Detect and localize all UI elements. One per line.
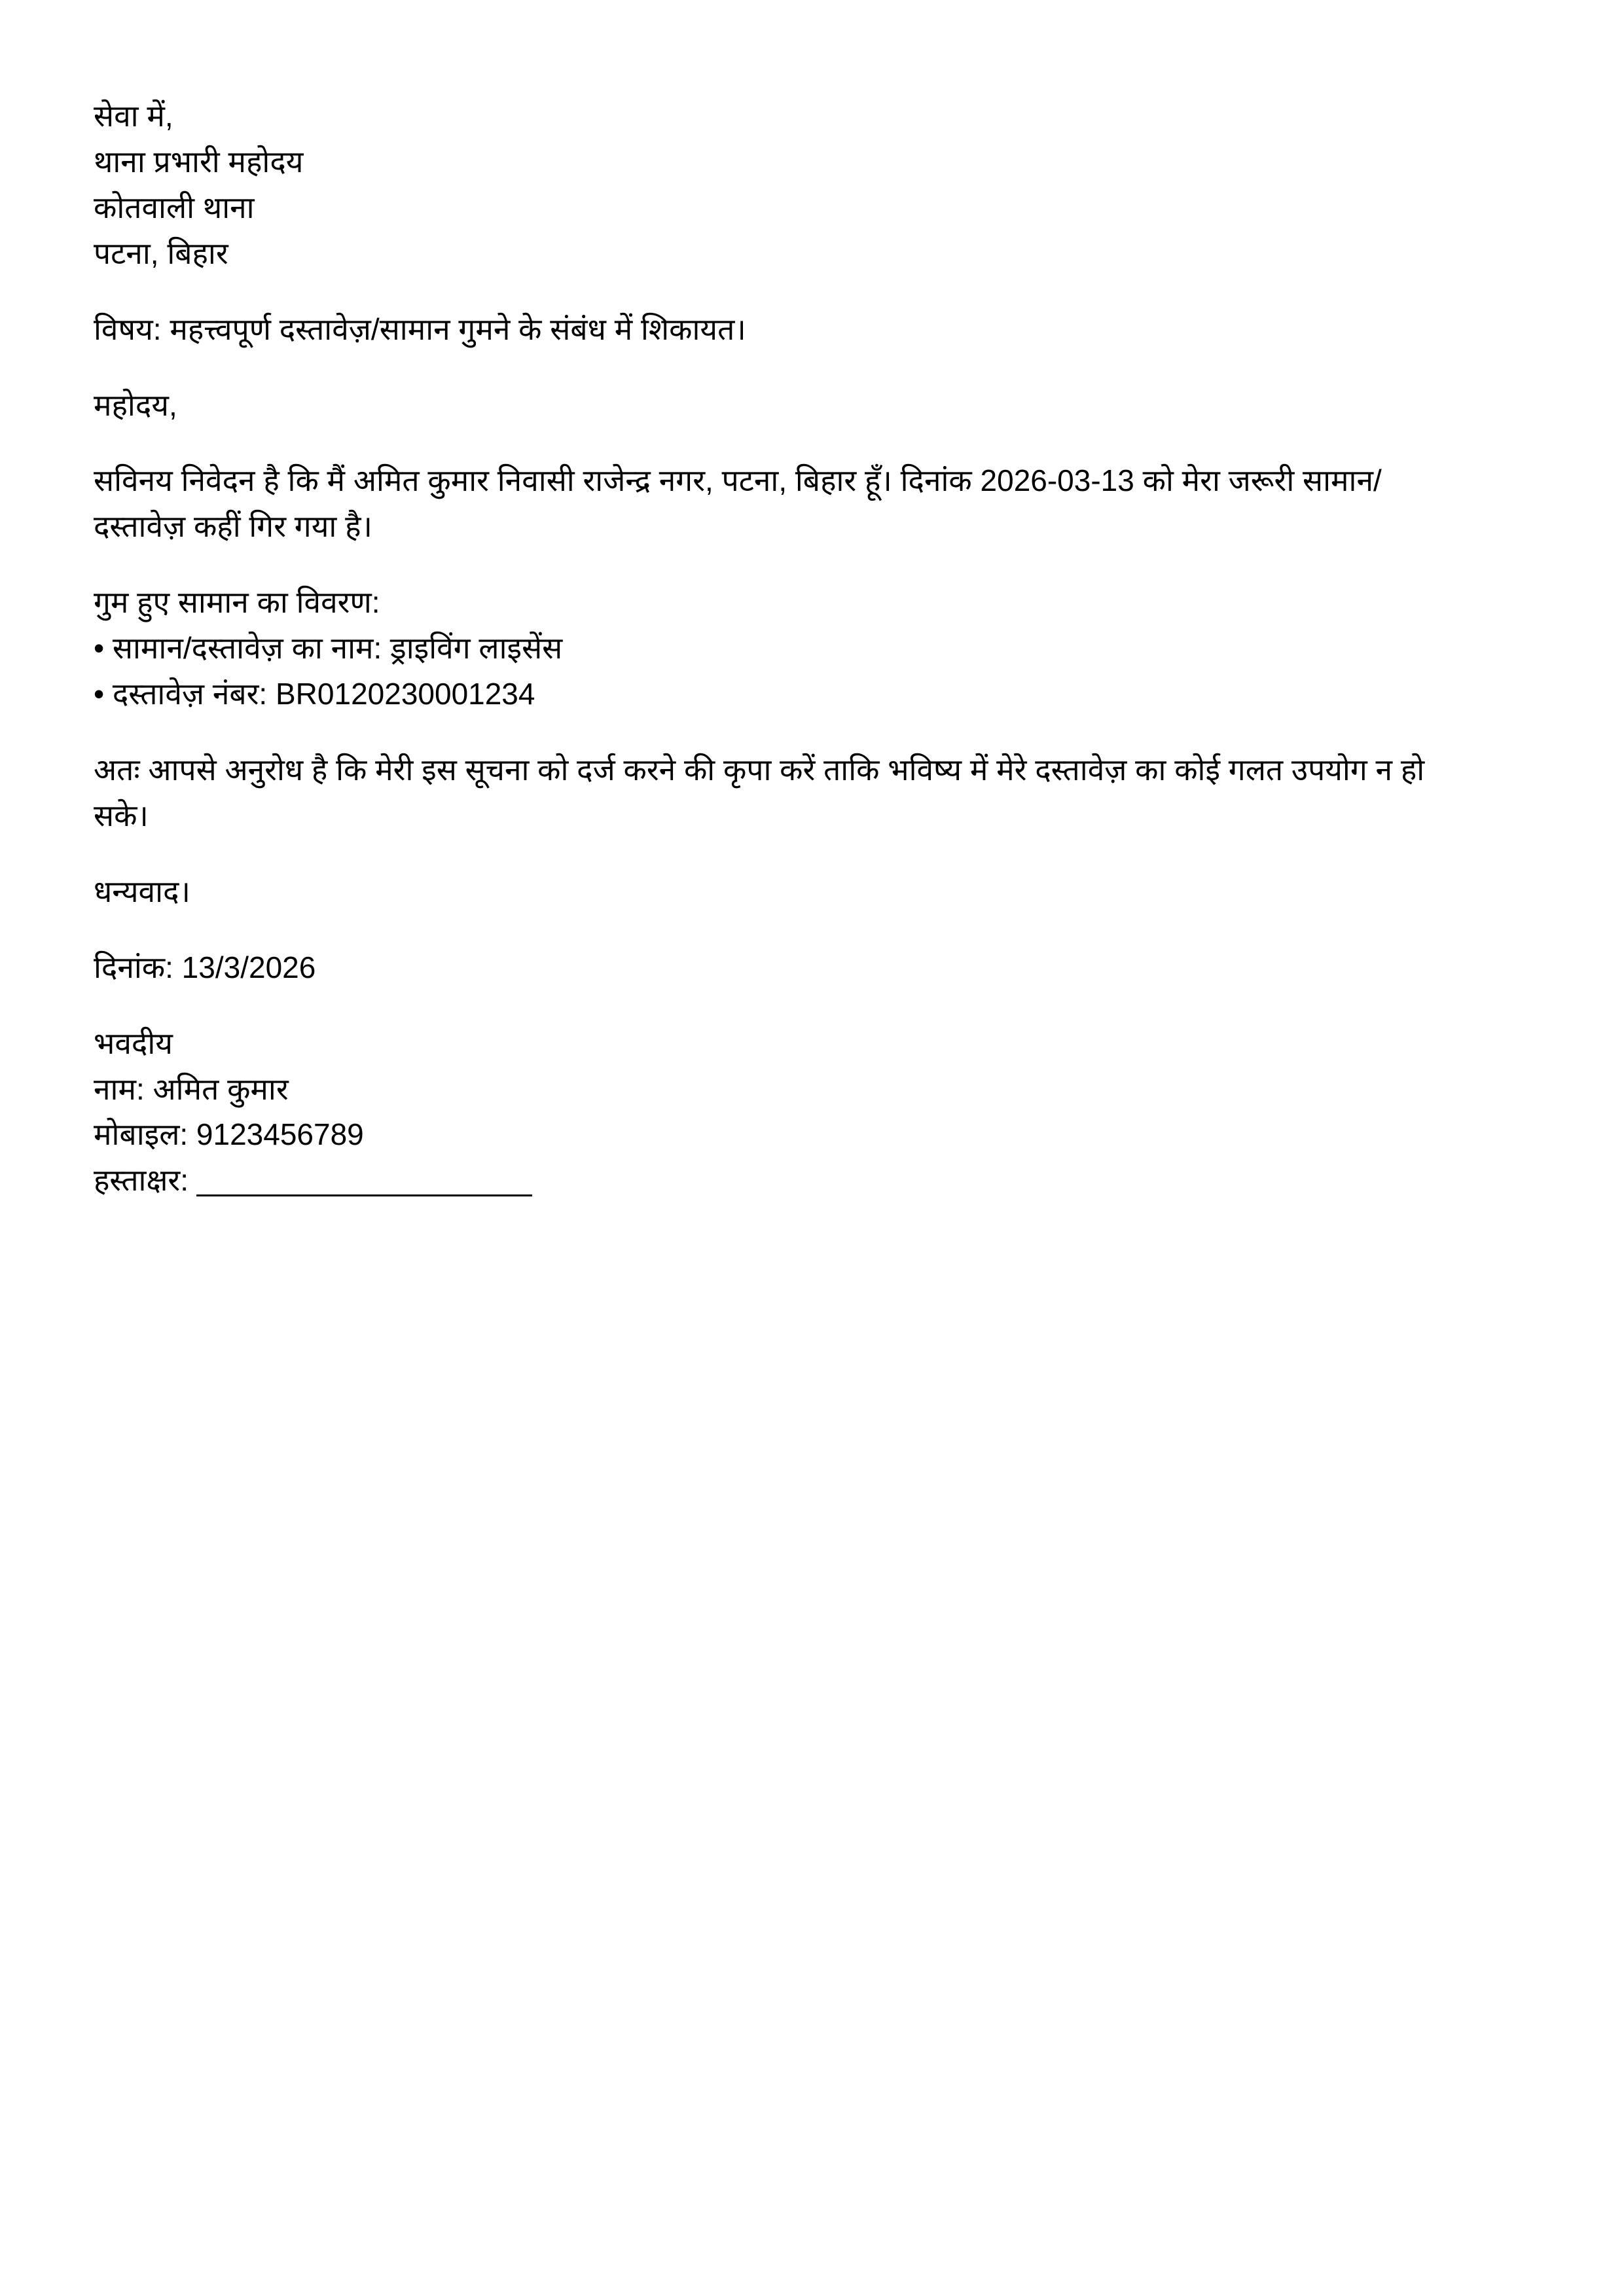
- signature-block: [94, 1021, 1460, 1204]
- intro-paragraph: सविनय निवेदन है कि मैं अमित कुमार निवासी राजेन्द्र नगर, पटना, बिहार हूँ। दिनांक 2026-03-13 को मेरा जरूरी सामान/दस्तावेज़ कहीं गिर गया है।: [94, 463, 1382, 544]
- subject-line: विषय: महत्त्वपूर्ण दस्तावेज़/सामान गुमने के संबंध में शिकायत।: [94, 312, 746, 346]
- list-item: • दस्तावेज़ नंबर: BR0120230001234: [94, 677, 535, 711]
- addressee-salutation: सेवा में,: [94, 99, 173, 133]
- sender-name-line: नाम: अमित कुमार: [94, 1071, 289, 1106]
- addressee-station: कोतवाली थाना: [94, 190, 255, 224]
- thanks-block: [94, 869, 1460, 915]
- request-paragraph: अतः आपसे अनुरोध है कि मेरी इस सूचना को दर्ज करने की कृपा करें ताकि भविष्य में मेरे दस्तावेज़ का कोई गलत उपयोग न हो सके।: [94, 752, 1425, 833]
- letter-body: [94, 94, 1460, 1204]
- request-paragraph-block: [94, 747, 1460, 839]
- lost-item-details-block: [94, 580, 1460, 717]
- signature-label: हस्ताक्षर: ____________________: [94, 1163, 532, 1198]
- closing-line: भवदीय: [94, 1026, 173, 1060]
- letter-date: दिनांक: 13/3/2026: [94, 950, 316, 984]
- list-item: • सामान/दस्तावेज़ का नाम: ड्राइविंग लाइसेंस: [94, 631, 563, 666]
- greeting-block: [94, 383, 1460, 429]
- sender-mobile-line: मोबाइल: 9123456789: [94, 1117, 364, 1152]
- thanks-line: धन्यवाद।: [94, 874, 190, 908]
- intro-paragraph-block: [94, 458, 1460, 550]
- addressee-block: [94, 94, 1460, 277]
- greeting-line: महोदय,: [94, 387, 177, 422]
- addressee-officer: थाना प्रभारी महोदय: [94, 144, 304, 179]
- lost-item-heading: गुम हुए सामान का विवरण:: [94, 585, 380, 620]
- subject-block: [94, 307, 1460, 353]
- addressee-city-state: पटना, बिहार: [94, 236, 228, 270]
- letter-date-block: [94, 945, 1460, 991]
